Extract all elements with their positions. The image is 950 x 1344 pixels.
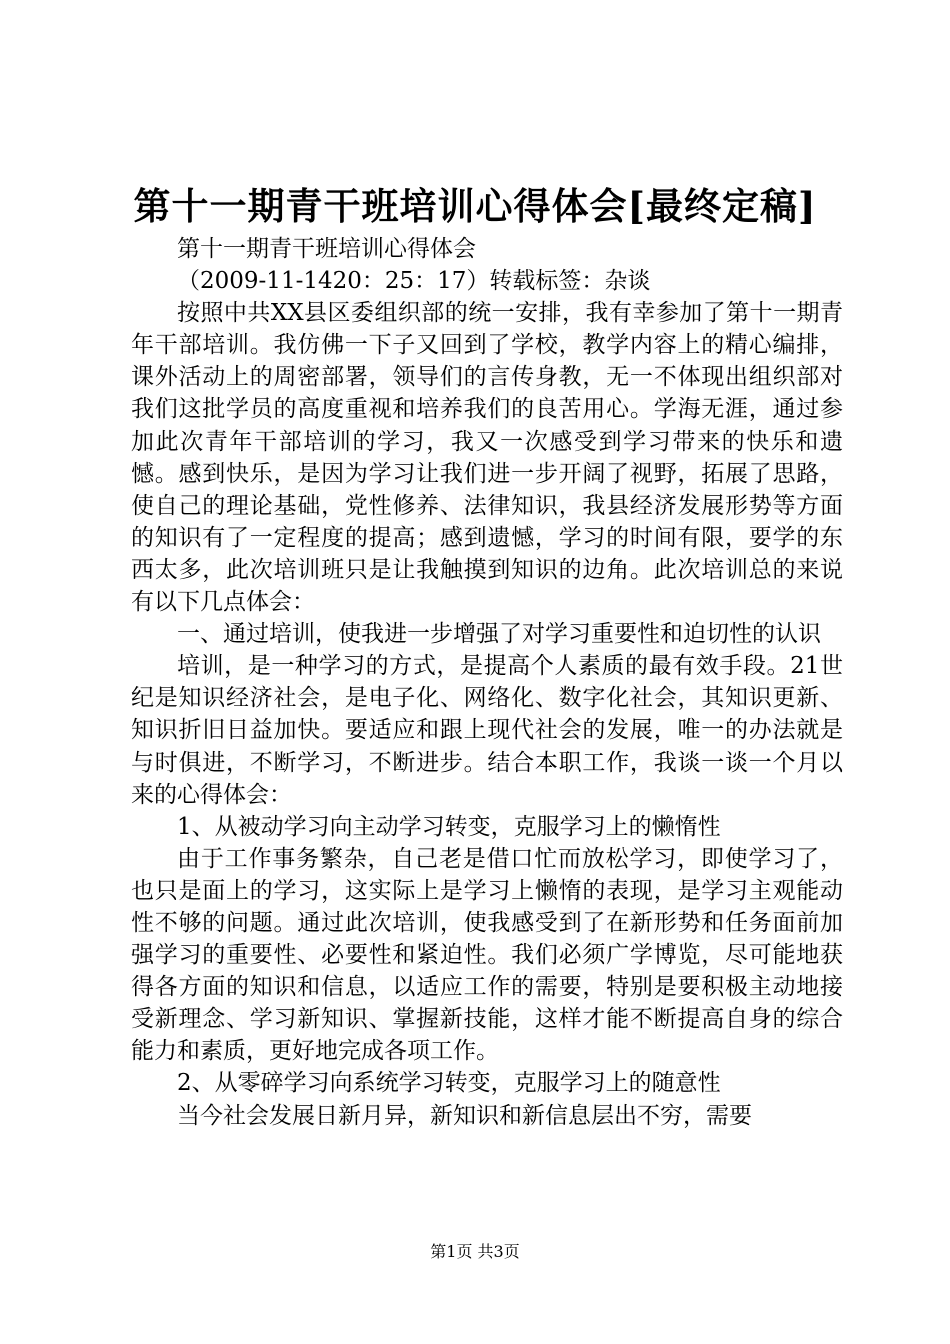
body-paragraph: 培训，是一种学习的方式，是提高个人素质的最有效手段。21世纪是知识经济社会，是电子化、网络化、数字化社会，其知识更新、知识折旧日益加快。要适应和跟上现代社会的发展，唯一的办法就是与时俱进，不断学习，不断进步。结合本职工作，我谈一谈一个月以来的心得体会： xyxy=(131,653,843,808)
section-heading: 一、通过培训，使我进一步增强了对学习重要性和迫切性的认识 xyxy=(177,621,821,648)
body-paragraph: 当今社会发展日新月异，新知识和新信息层出不穷，需要 xyxy=(177,1102,752,1129)
document-title: 第十一期青干班培训心得体会[最终定稿] xyxy=(133,184,817,228)
body-paragraph: 由于工作事务繁杂，自己老是借口忙而放松学习，即使学习了，也只是面上的学习，这实际上是学习上懒惰的表现，是学习主观能动性不够的问题。通过此次培训，使我感受到了在新形势和任务面前加强学习的重要性、必要性和紧迫性。我们必须广学博览，尽可能地获得各方面的知识和信息，以适应工作的需要，特别是要积极主动地接受新理念、学习新知识、掌握新技能，这样才能不断提高自身的综合能力和素质，更好地完成各项工作。 xyxy=(131,845,843,1065)
subtitle-paragraph: 第十一期青干班培训心得体会 xyxy=(177,236,476,262)
document-body xyxy=(131,233,843,1132)
subsection-heading: 1、从被动学习向主动学习转变，克服学习上的懒惰性 xyxy=(177,813,721,840)
meta-paragraph: （2009-11-1420：25：17）转载标签：杂谈 xyxy=(177,268,651,295)
body-paragraph: 按照中共XX县区委组织部的统一安排，我有幸参加了第十一期青年干部培训。我仿佛一下子又回到了学校，教学内容上的精心编排，课外活动上的周密部署，领导们的言传身教，无一不体现出组织部对我们这批学员的高度重视和培养我们的良苦用心。学海无涯，通过参加此次青年干部培训的学习，我又一次感受到学习带来的快乐和遗憾。感到快乐，是因为学习让我们进一步开阔了视野，拓展了思路，使自己的理论基础，党性修养、法律知识，我县经济发展形势等方面的知识有了一定程度的提高；感到遗憾，学习的时间有限，要学的东西太多，此次培训班只是让我触摸到知识的边角。此次培训总的来说有以下几点体会： xyxy=(131,300,843,616)
subsection-heading: 2、从零碎学习向系统学习转变，克服学习上的随意性 xyxy=(177,1070,721,1097)
page-footer: 第1页 共3页 xyxy=(430,1242,520,1261)
